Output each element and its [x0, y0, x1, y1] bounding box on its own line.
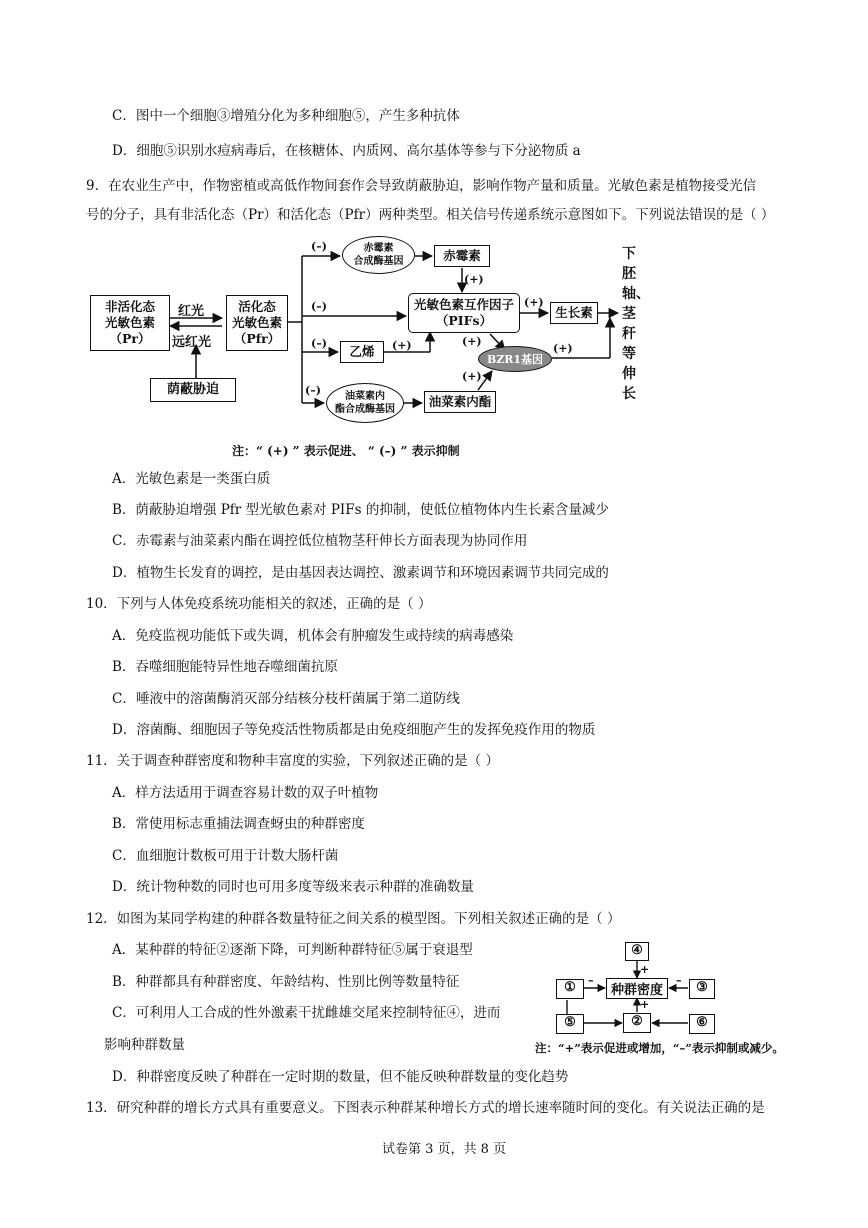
q13-stem: 13．研究种群的增长方式具有重要意义。下图表示种群某种增长方式的增长速率随时间的变化。有关说法正确的是 — [86, 1100, 765, 1116]
q8-option-d: D．细胞⑤识别水痘病毒后，在核糖体、内质网、高尔基体等参与下分泌物质 a — [112, 143, 581, 159]
sign-plus-ga-pifs: (+) — [464, 273, 484, 286]
q9-option-d: D．植物生长发育的调控，是由基因表达调控、激素调节和环境因素调节共同完成的 — [112, 565, 609, 581]
sign-plus-bzr-out: (+) — [553, 342, 573, 355]
q12-option-c-line1: C．可利用人工合成的性外激素干扰雌雄交尾来控制特征④，进而 — [112, 1005, 501, 1021]
sign-plus-pifs-bzr: (+) — [462, 335, 482, 348]
auxin-box: 生长素 — [550, 302, 598, 324]
q10-option-a: A．免疫监视功能低下或失调，机体会有肿瘤发生或持续的病毒感染 — [112, 628, 514, 644]
sign-plus-br-bzr: (+) — [462, 370, 482, 383]
active-label-2: 光敏色素 — [231, 315, 282, 330]
model-node-2: ② — [623, 1013, 651, 1033]
sign-minus-pifs: (–) — [311, 300, 327, 313]
model-sign-plus-2: + — [640, 998, 650, 1011]
q11-option-b: B．常使用标志重捕法调查蚜虫的种群密度 — [112, 816, 365, 832]
q9-option-b: B．荫蔽胁迫增强 Pfr 型光敏色素对 PIFs 的抑制，使低位植物体内生长素含量减少 — [112, 502, 609, 518]
sign-minus-ga: (–) — [311, 240, 327, 253]
elongation-result: 下胚轴、茎秆等伸长 — [622, 246, 650, 402]
model-note: 注：“+”表示促进或增加，“–”表示抑制或减少。 — [535, 1041, 784, 1055]
q10-stem: 10．下列与人体免疫系统功能相关的叙述，正确的是（ ） — [86, 596, 432, 612]
q9-stem-line1: 9．在农业生产中，作物密植或高低作物间套作会导致荫蔽胁迫，影响作物产量和质量。光敏色素是植物接受光信 — [86, 178, 757, 194]
gibberellin-box: 赤霉素 — [434, 245, 490, 267]
red-light-label: 红光 — [178, 304, 205, 319]
q11-option-c: C．血细胞计数板可用于计数大肠杆菌 — [112, 848, 339, 864]
q11-option-a: A．样方法适用于调查容易计数的双子叶植物 — [112, 785, 379, 801]
q11-stem: 11．关于调查种群密度和物种丰富度的实验，下列叙述正确的是（ ） — [86, 753, 499, 769]
model-node-4: ④ — [625, 942, 649, 961]
q10-option-c: C．唾液中的溶菌酶消灭部分结核分枝杆菌属于第二道防线 — [112, 691, 460, 707]
model-node-5: ⑤ — [556, 1014, 584, 1034]
far-red-light-label: 远红光 — [172, 335, 212, 350]
sign-minus-br: (–) — [305, 384, 321, 397]
inactive-label-2: 光敏色素 — [104, 315, 155, 330]
q8-option-c: C．图中一个细胞③增殖分化为多种细胞⑤，产生多种抗体 — [112, 108, 460, 124]
sign-plus-ethylene: (+) — [392, 339, 412, 352]
model-center-density: 种群密度 — [606, 978, 668, 999]
active-label-3: （Pfr） — [233, 331, 281, 346]
q12-option-c-line2: 影响种群数量 — [104, 1037, 185, 1053]
inactive-label-3: （Pr） — [109, 331, 151, 346]
ga-synthase-gene-oval: 赤霉素 合成酶基因 — [342, 236, 415, 274]
q12-stem: 12．如图为某同学构建的种群各数量特征之间关系的模型图。下列相关叙述正确的是（ ） — [86, 911, 621, 927]
model-node-6: ⑥ — [689, 1014, 715, 1034]
model-sign-plus-4: + — [640, 963, 650, 976]
q12-option-d: D．种群密度反映了种群在一定时期的数量，但不能反映种群数量的变化趋势 — [112, 1069, 569, 1085]
inactive-label-1: 非活化态 — [104, 299, 155, 314]
ethylene-box: 乙烯 — [340, 341, 384, 363]
bzr1-gene-oval: BZR1基因 — [478, 346, 552, 372]
q11-option-d: D．统计物种数的同时也可用多度等级来表示种群的准确数量 — [112, 879, 474, 895]
q9-stem-line2: 号的分子，具有非活化态（Pr）和活化态（Pfr）两种类型。相关信号传递系统示意图如下。下列说法错误的是（ ） — [86, 207, 775, 223]
br-synthase-gene-oval: 油菜素内 酯合成酶基因 — [326, 383, 404, 423]
q10-option-b: B．吞噬细胞能特异性地吞噬细菌抗原 — [112, 659, 338, 675]
diagram-note: 注：“ (+) ” 表示促进、 “ (–) ” 表示抑制 — [232, 444, 460, 458]
shade-stress-box: 荫蔽胁迫 — [150, 378, 236, 402]
model-node-1: ① — [556, 979, 584, 999]
sign-minus-ethylene: (–) — [311, 337, 327, 350]
pifs-box: 光敏色素互作因子 （PIFs） — [408, 293, 520, 333]
page-footer: 试卷第 3 页，共 8 页 — [382, 1142, 507, 1157]
q9-option-c: C．赤霉素与油菜素内酯在调控低位植物茎秆伸长方面表现为协同作用 — [112, 533, 528, 549]
q10-option-d: D．溶菌酶、细胞因子等免疫活性物质都是由免疫细胞产生的发挥免疫作用的物质 — [112, 722, 596, 738]
q12-option-a: A．某种群的特征②逐渐下降，可判断种群特征⑤属于衰退型 — [112, 942, 473, 958]
model-sign-minus-3: – — [676, 974, 682, 987]
sign-plus-auxin: (+) — [524, 296, 544, 309]
q9-option-a: A．光敏色素是一类蛋白质 — [112, 471, 271, 487]
q12-option-b: B．种群都具有种群密度、年龄结构、性别比例等数量特征 — [112, 974, 460, 990]
model-sign-minus-1: – — [588, 974, 594, 987]
active-label-1: 活化态 — [238, 299, 276, 314]
model-node-3: ③ — [689, 979, 715, 999]
brassinolide-box: 油菜素内酯 — [424, 391, 496, 413]
